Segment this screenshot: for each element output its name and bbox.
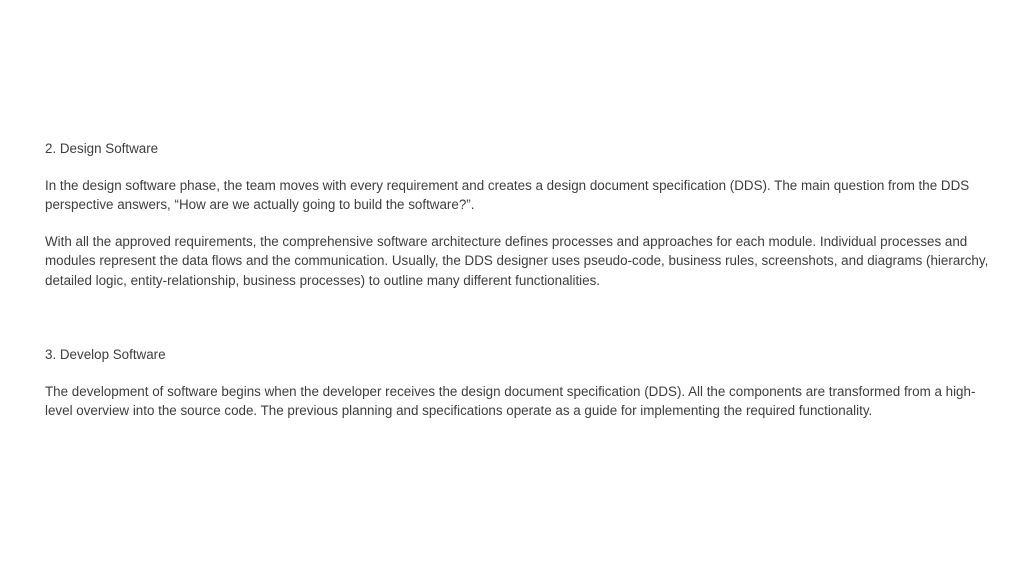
section-heading: 2. Design Software xyxy=(45,141,159,156)
section-design-software xyxy=(45,139,990,291)
paragraph: With all the approved requirements, the comprehensive software architecture defines processes and approaches for each module. Individual processes and modules represent the data flows and the communication. Usually, the DDS designer uses pseudo-code, business rules, screenshots, and diagrams (hierarchy, detailed logic, entity-relationship, business processes) to outline many different functionalities. xyxy=(45,233,989,288)
section-develop-software xyxy=(45,345,990,421)
paragraph: In the design software phase, the team moves with every requirement and creates a design document specification (DDS). The main question from the DDS perspective answers, “How are we actually going to build the software?”. xyxy=(45,177,970,213)
section-heading: 3. Develop Software xyxy=(45,347,166,362)
paragraph: The development of software begins when the developer receives the design document specification (DDS). All the components are transformed from a high-level overview into the source code. The previous planning and specifications operate as a guide for implementing the required functionality. xyxy=(45,383,976,419)
